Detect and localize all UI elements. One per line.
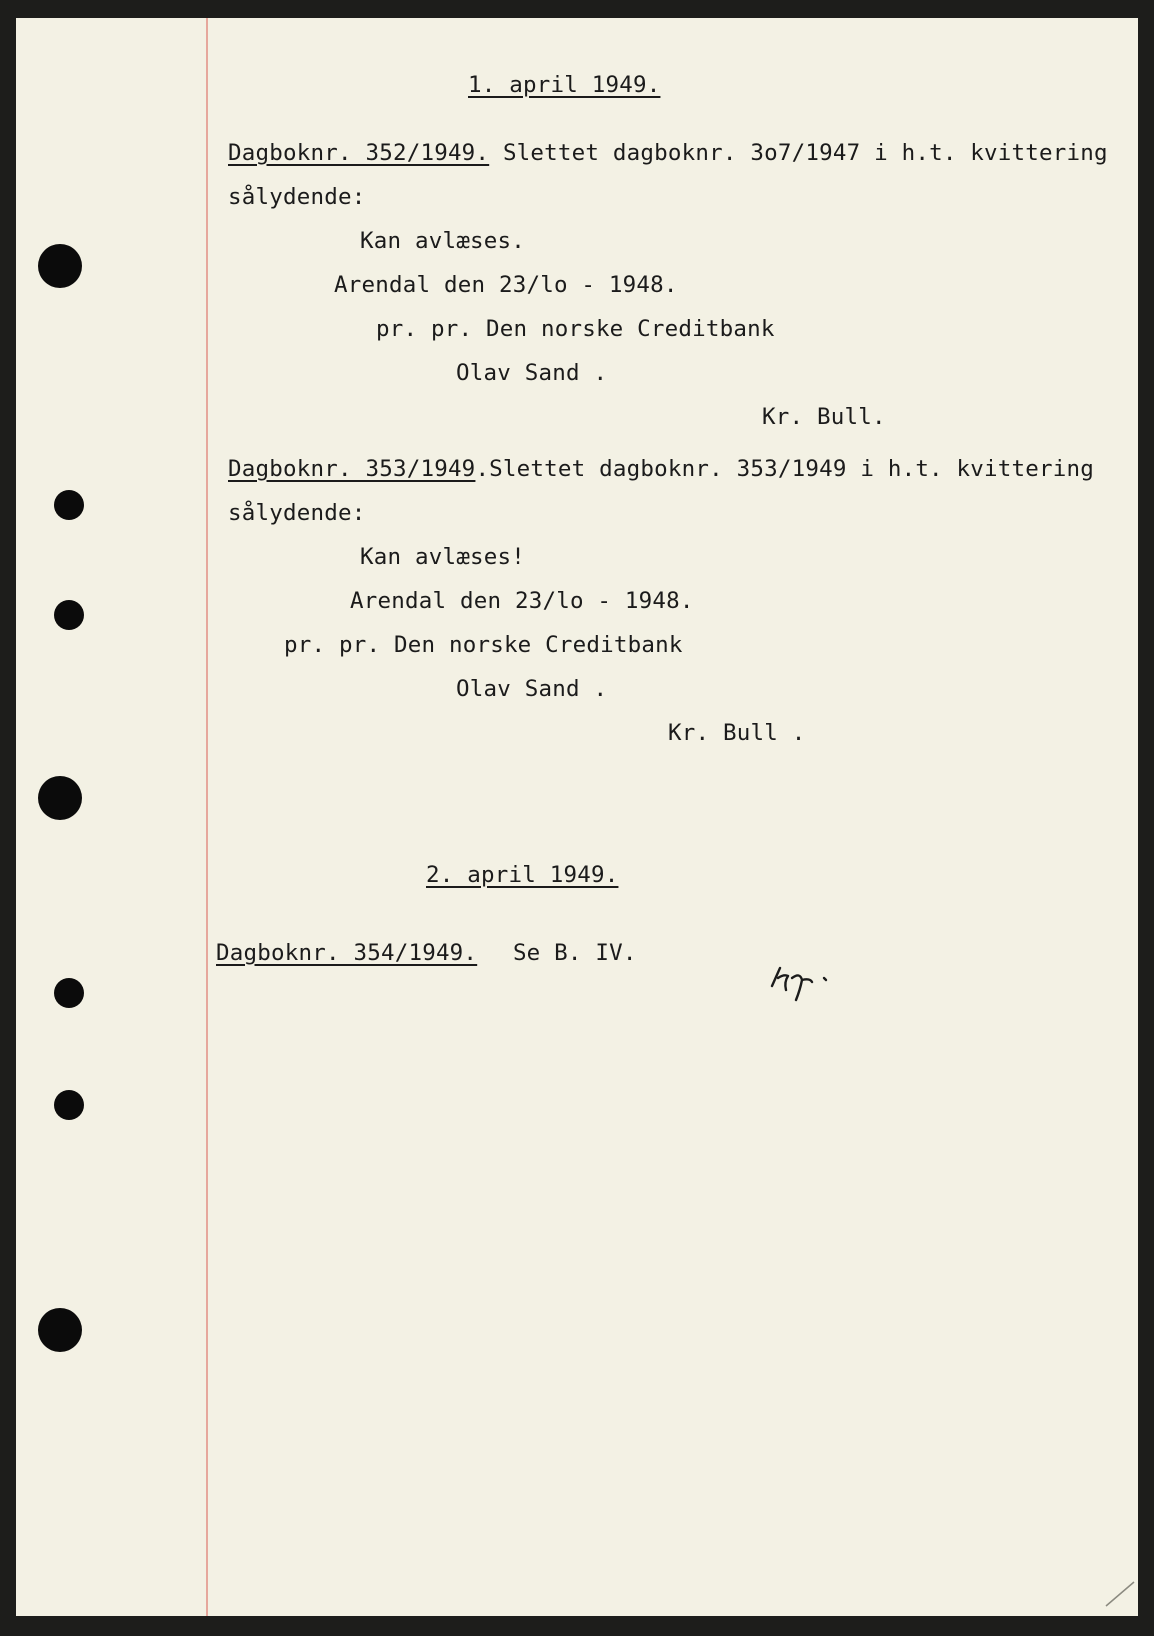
entry1-sub: sålydende:	[228, 184, 366, 210]
entry2-ref: Dagboknr. 353/1949	[228, 456, 476, 482]
entry3-date: 2. april 1949.	[426, 862, 619, 888]
entry2-l4: Olav Sand .	[456, 676, 608, 702]
punch-hole	[54, 978, 84, 1008]
entry1-l5: Kr. Bull.	[762, 404, 886, 430]
entry2-line	[228, 456, 1094, 482]
entry1-line	[228, 140, 1108, 166]
entry1-l1: Kan avlæses.	[360, 228, 525, 254]
entry1-date: 1. april 1949.	[468, 72, 661, 98]
entry3-text: Se B. IV.	[512, 940, 637, 966]
entry2-sub: sålydende:	[228, 500, 366, 526]
margin-line	[206, 18, 208, 1616]
entry2-l1: Kan avlæses!	[360, 544, 525, 570]
entry1-text: Slettet dagboknr. 3o7/1947 i h.t. kvittering	[502, 140, 1108, 166]
entry2-l5: Kr. Bull .	[668, 720, 806, 746]
punch-hole	[54, 1090, 84, 1120]
document-page	[16, 18, 1138, 1616]
entry1-ref: Dagboknr. 352/1949.	[228, 140, 490, 166]
entry2-text: .Slettet dagboknr. 353/1949 i h.t. kvittering	[475, 456, 1095, 482]
punch-hole	[38, 244, 82, 288]
entry3-ref: Dagboknr. 354/1949.	[216, 940, 478, 966]
punch-hole	[38, 1308, 82, 1352]
entry2-l3: pr. pr. Den norske Creditbank	[284, 632, 683, 658]
punch-hole	[38, 776, 82, 820]
entry1-l2: Arendal den 23/lo - 1948.	[334, 272, 678, 298]
entry2-l2: Arendal den 23/lo - 1948.	[350, 588, 694, 614]
handwritten-initials-icon	[766, 956, 846, 1004]
entry1-l3: pr. pr. Den norske Creditbank	[376, 316, 775, 342]
entry3-line	[216, 940, 637, 966]
page-corner-fold	[1078, 1576, 1138, 1616]
entry1-l4: Olav Sand .	[456, 360, 608, 386]
punch-hole	[54, 600, 84, 630]
punch-hole	[54, 490, 84, 520]
